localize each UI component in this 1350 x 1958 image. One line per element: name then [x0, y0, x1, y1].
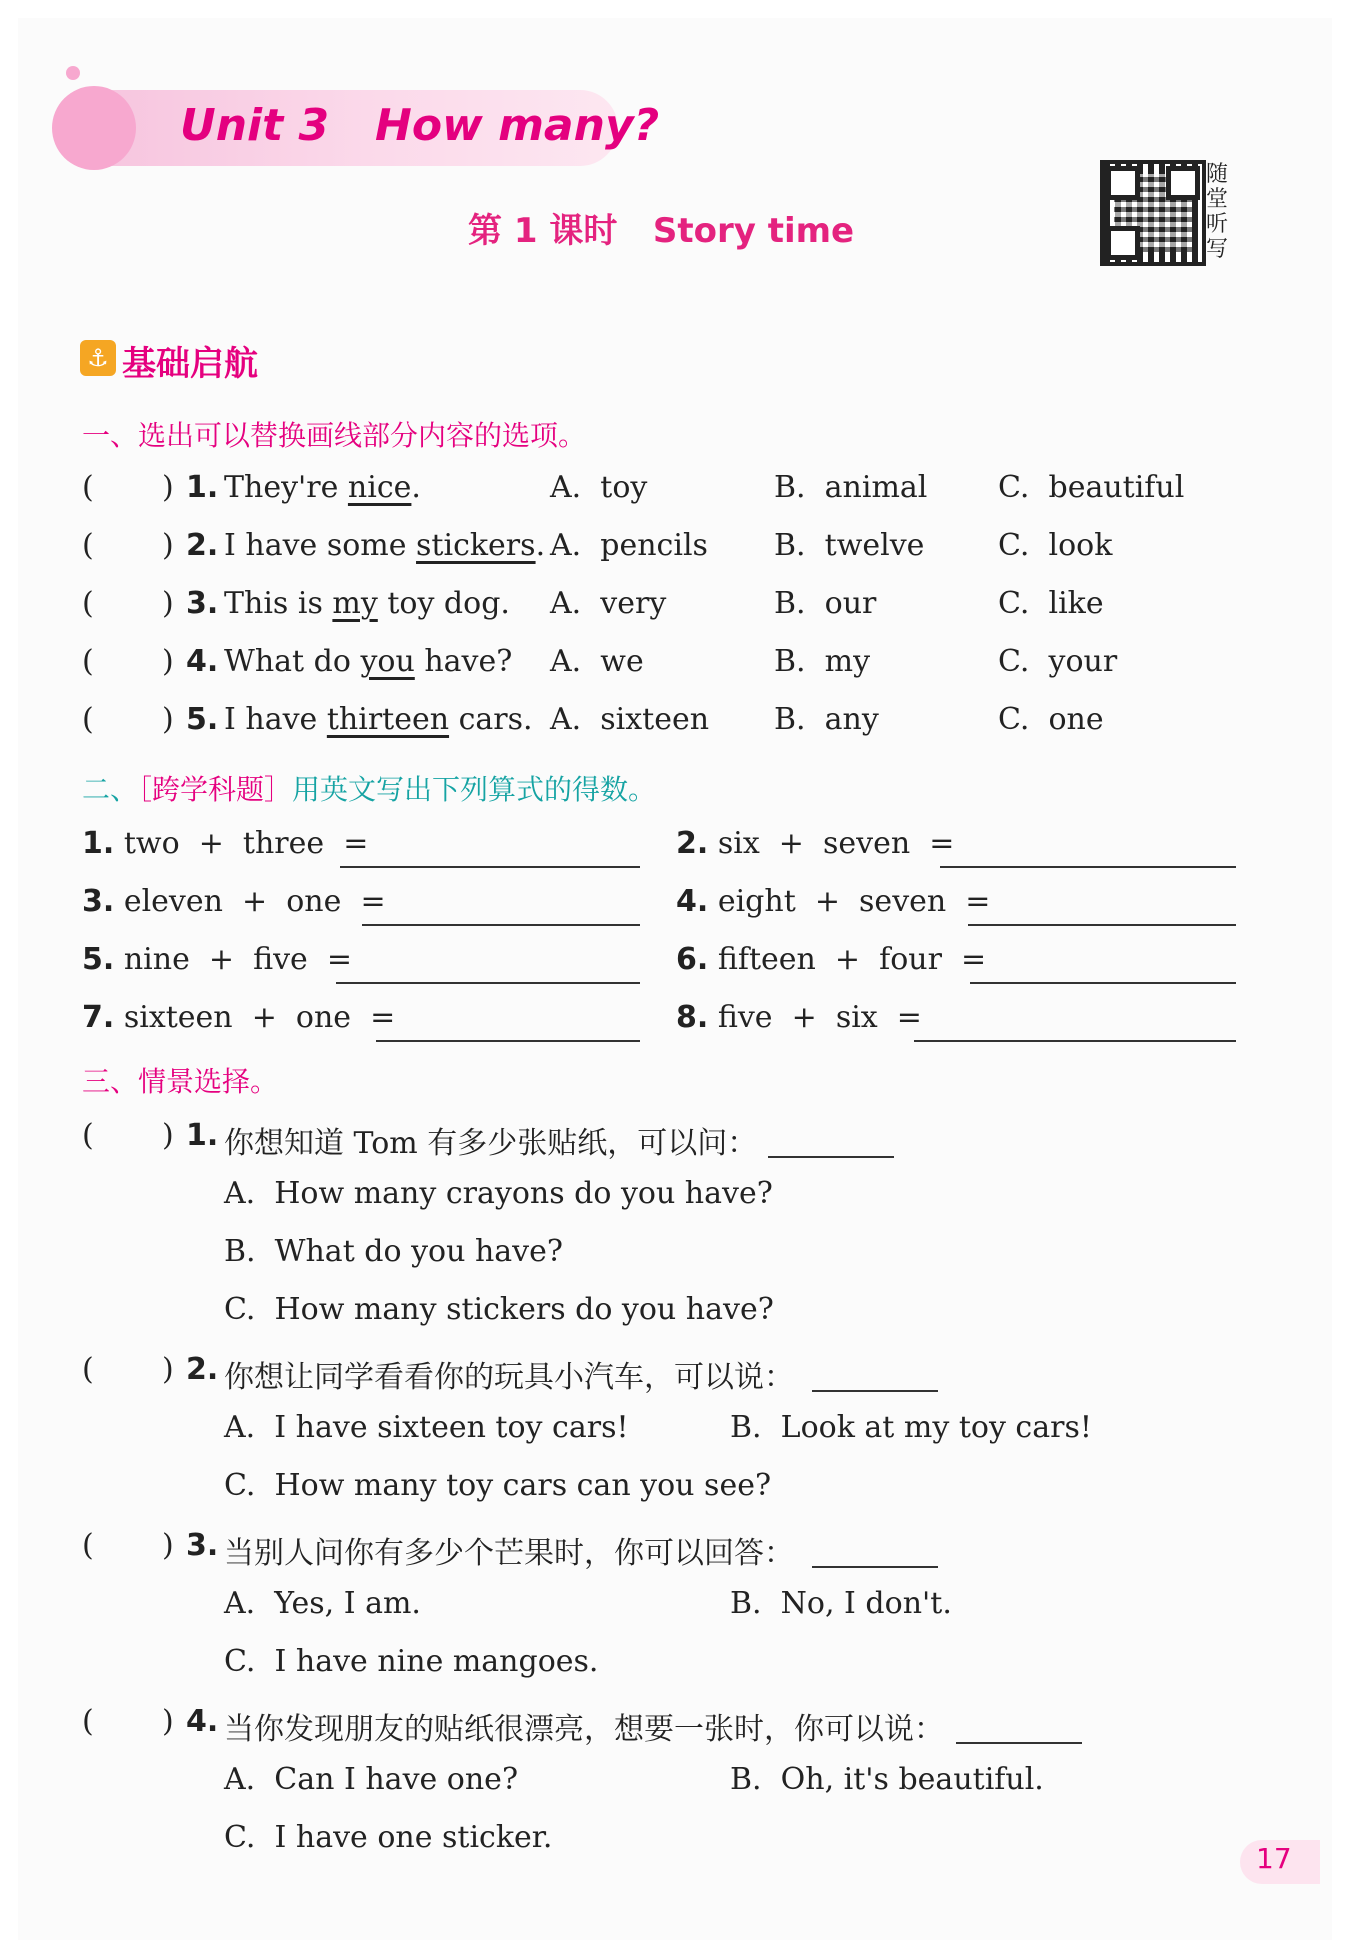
option-b[interactable]: B. What do you have? — [224, 1234, 563, 1269]
answer-line[interactable] — [956, 1742, 1082, 1744]
option-a[interactable]: A. pencils — [550, 528, 708, 563]
math-problem — [676, 884, 990, 919]
problem-number: 5. — [82, 942, 115, 977]
math-problem — [82, 942, 352, 977]
banner-circle-decoration — [52, 86, 136, 170]
answer-blank[interactable] — [100, 644, 158, 684]
answer-line[interactable] — [812, 1390, 938, 1392]
question-text-before: I have some — [224, 528, 417, 563]
question-text: 你想知道 Tom 有多少张贴纸，可以问： — [224, 1126, 758, 1161]
answer-blank[interactable] — [100, 1704, 158, 1744]
lesson-title: 第 1 课时 Story time — [468, 211, 855, 251]
underlined-word: nice — [347, 470, 412, 505]
question-row — [82, 1352, 1232, 1396]
math-problem — [82, 1000, 395, 1035]
answer-blank[interactable] — [100, 528, 158, 568]
question-text-before: They're — [224, 470, 348, 505]
question-row — [82, 644, 1232, 688]
question-text-before: What do — [224, 644, 361, 679]
problem-expression: five + six = — [717, 1000, 922, 1035]
option-b[interactable]: B. animal — [774, 470, 928, 505]
option-c[interactable]: C. look — [998, 528, 1113, 563]
question-row — [82, 586, 1232, 630]
math-problem — [82, 826, 368, 861]
problem-number: 8. — [676, 1000, 709, 1035]
option-c[interactable]: C. How many toy cars can you see? — [224, 1468, 772, 1503]
question-text-after: . — [411, 470, 421, 505]
option-c[interactable]: C. like — [998, 586, 1104, 621]
question-text — [224, 528, 545, 563]
option-a[interactable]: A. very — [550, 586, 667, 621]
section-title: 基础启航 — [122, 344, 258, 384]
problem-number: 3. — [82, 884, 115, 919]
option-b[interactable]: B. twelve — [774, 528, 925, 563]
problem-expression: nine + five = — [123, 942, 353, 977]
option-b[interactable]: B. No, I don't. — [730, 1586, 952, 1621]
option-c[interactable]: C. your — [998, 644, 1118, 679]
answer-line[interactable] — [362, 924, 640, 926]
question-row — [82, 470, 1232, 514]
qr-code-icon[interactable] — [1100, 160, 1206, 266]
option-a[interactable]: A. I have sixteen toy cars! — [224, 1410, 629, 1445]
answer-paren-open: ( — [82, 702, 94, 737]
answer-blank[interactable] — [100, 1118, 158, 1158]
problem-expression: eight + seven = — [717, 884, 991, 919]
option-c[interactable]: C. I have nine mangoes. — [224, 1644, 599, 1679]
question-number: 1. — [186, 470, 219, 505]
underlined-word: thirteen — [326, 702, 450, 737]
answer-line[interactable] — [336, 982, 640, 984]
question-row — [82, 1528, 1232, 1572]
question-text — [224, 586, 510, 621]
answer-paren-open: ( — [82, 1352, 94, 1387]
answer-paren-close: ) — [162, 1528, 174, 1563]
question-row — [82, 702, 1232, 746]
answer-paren-open: ( — [82, 470, 94, 505]
math-problem — [676, 942, 986, 977]
answer-line[interactable] — [812, 1566, 938, 1568]
part2-title: 二、［跨学科题］用英文写出下列算式的得数。 — [82, 773, 657, 806]
banner-dot-decoration — [66, 66, 80, 80]
answer-paren-open: ( — [82, 586, 94, 621]
answer-blank[interactable] — [100, 1528, 158, 1568]
option-a[interactable]: A. we — [550, 644, 644, 679]
answer-paren-close: ) — [162, 528, 174, 563]
option-c[interactable]: C. How many stickers do you have? — [224, 1292, 774, 1327]
problem-number: 6. — [676, 942, 709, 977]
answer-paren-open: ( — [82, 644, 94, 679]
question-text-before: I have — [224, 702, 327, 737]
option-a[interactable]: A. toy — [550, 470, 648, 505]
answer-blank[interactable] — [100, 586, 158, 626]
answer-blank[interactable] — [100, 702, 158, 742]
answer-paren-close: ) — [162, 1352, 174, 1387]
question-number: 2. — [186, 1352, 219, 1387]
math-problem — [82, 884, 386, 919]
underlined-word: stickers — [416, 528, 536, 563]
answer-line[interactable] — [914, 1040, 1236, 1042]
question-number: 3. — [186, 586, 219, 621]
option-b[interactable]: B. Look at my toy cars! — [730, 1410, 1092, 1445]
question-text-after: cars. — [449, 702, 533, 737]
problem-expression: two + three = — [123, 826, 369, 861]
question-text-after: toy dog. — [377, 586, 510, 621]
answer-paren-open: ( — [82, 528, 94, 563]
underlined-word: my — [332, 586, 378, 621]
question-number: 4. — [186, 644, 219, 679]
math-problem — [676, 826, 954, 861]
answer-paren-close: ) — [162, 702, 174, 737]
part1-title: 一、选出可以替换画线部分内容的选项。 — [82, 419, 587, 452]
option-b[interactable]: B. my — [774, 644, 871, 679]
problem-expression: sixteen + one = — [123, 1000, 396, 1035]
option-c[interactable]: C. beautiful — [998, 470, 1185, 505]
answer-paren-open: ( — [82, 1704, 94, 1739]
answer-blank[interactable] — [100, 1352, 158, 1392]
problem-expression: eleven + one = — [123, 884, 386, 919]
problem-number: 4. — [676, 884, 709, 919]
option-c[interactable]: C. one — [998, 702, 1104, 737]
question-row — [82, 528, 1232, 572]
option-b[interactable]: B. Oh, it's beautiful. — [730, 1762, 1044, 1797]
answer-line[interactable] — [376, 1040, 640, 1042]
problem-expression: fifteen + four = — [717, 942, 987, 977]
problem-number: 7. — [82, 1000, 115, 1035]
answer-paren-close: ) — [162, 1704, 174, 1739]
problem-expression: six + seven = — [717, 826, 955, 861]
unit-title: Unit 3 How many? — [180, 100, 660, 151]
question-number: 5. — [186, 702, 219, 737]
question-text — [224, 470, 421, 505]
answer-paren-open: ( — [82, 1118, 94, 1153]
problem-number: 2. — [676, 826, 709, 861]
answer-blank[interactable] — [100, 470, 158, 510]
answer-line[interactable] — [340, 866, 640, 868]
question-text-after: have? — [414, 644, 513, 679]
answer-paren-close: ) — [162, 470, 174, 505]
option-b[interactable]: B. any — [774, 702, 879, 737]
option-a[interactable]: A. sixteen — [550, 702, 710, 737]
underlined-word: you — [360, 644, 415, 679]
option-a[interactable]: A. How many crayons do you have? — [224, 1176, 773, 1211]
answer-paren-close: ) — [162, 586, 174, 621]
question-row — [82, 1118, 1232, 1162]
answer-line[interactable] — [968, 924, 1236, 926]
problem-number: 1. — [82, 826, 115, 861]
qr-label: 随堂听写 — [1206, 162, 1229, 262]
question-text: 你想让同学看看你的玩具小汽车，可以说： — [224, 1360, 794, 1395]
question-number: 2. — [186, 528, 219, 563]
question-text — [224, 702, 533, 737]
option-c[interactable]: C. I have one sticker. — [224, 1820, 553, 1855]
question-text-before: This is — [224, 586, 333, 621]
question-text: 当你发现朋友的贴纸很漂亮，想要一张时，你可以说： — [224, 1712, 944, 1747]
worksheet-page — [18, 18, 1332, 1940]
option-a[interactable]: A. Yes, I am. — [224, 1586, 421, 1621]
answer-paren-open: ( — [82, 1528, 94, 1563]
question-number: 4. — [186, 1704, 219, 1739]
question-text-after: . — [535, 528, 546, 563]
math-problem — [676, 1000, 922, 1035]
question-number: 1. — [186, 1118, 219, 1153]
question-number: 3. — [186, 1528, 219, 1563]
option-a[interactable]: A. Can I have one? — [224, 1762, 519, 1797]
anchor-icon: ⚓ — [80, 340, 116, 376]
answer-line[interactable] — [970, 982, 1236, 984]
answer-paren-close: ) — [162, 1118, 174, 1153]
option-b[interactable]: B. our — [774, 586, 877, 621]
answer-line[interactable] — [940, 866, 1236, 868]
page-number: 17 — [1256, 1842, 1292, 1875]
answer-paren-close: ) — [162, 644, 174, 679]
answer-line[interactable] — [768, 1156, 894, 1158]
part3-title: 三、情景选择。 — [82, 1065, 279, 1098]
question-text: 当别人问你有多少个芒果时，你可以回答： — [224, 1536, 794, 1571]
question-text — [224, 644, 512, 679]
